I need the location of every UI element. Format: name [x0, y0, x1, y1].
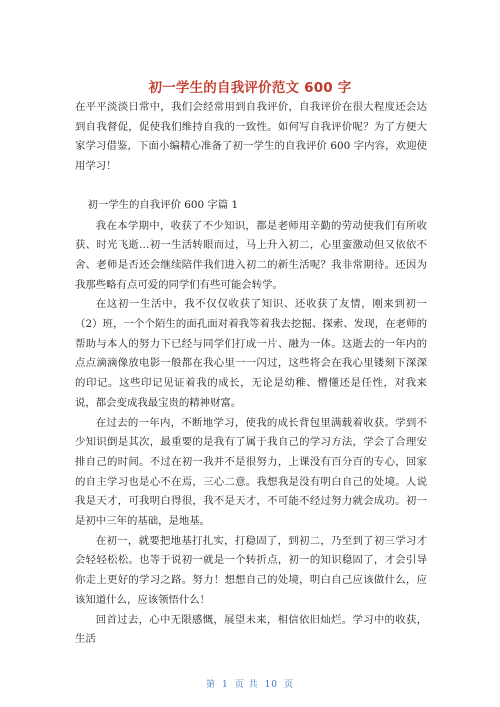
section-heading: 初一学生的自我评价 600 字篇 1 [87, 198, 239, 211]
footer-prefix: 第 [205, 680, 216, 690]
footer-middle: 页 共 [234, 680, 259, 690]
footer-current-page: 1 [221, 680, 229, 690]
document-body [75, 98, 427, 650]
footer-suffix: 页 [284, 680, 295, 690]
intro-paragraph: 在平平淡淡日常中，我们会经常用到自我评价，自我评价在很大程度还会达到自我督促，促使我们维持自我的一致性。如何写自我评价呢？为了方便大家学习借鉴，下面小编精心准备了初一学生的自我评价 600 字内容，欢迎使用学习！ [75, 101, 427, 173]
body-paragraph: 在过去的一年内，不断地学习，使我的成长背包里满载着收获。学到不少知识倒是其次，最重要的是我有了属于我自己的学习方法，学会了合理安排自己的时间。不过在初一我并不是很努力，上课没有百分百的专心，回家的自主学习也是心不在焉，三心二意。我想我是没有明白自己的处境。人说我是天才，可我明白得很，我不是天才，不可能不经过努力就会成功。初一是初中三年的基础，是地基。 [75, 416, 427, 528]
page-footer [0, 677, 500, 690]
body-paragraph: 在初一，就要把地基打扎实，打稳固了，到初二，乃至到了初三学习才会轻轻松松。也等于说初一就是一个转折点，初一的知识稳固了，才会引导你走上更好的学习之路。努力！想想自己的处境，明白自己应该做什么，应该知道什么，应该领悟什么！ [75, 534, 427, 606]
body-paragraph: 在这初一生活中，我不仅仅收获了知识、还收获了友情，刚来到初一（2）班，一个个陌生的面孔面对着我等着我去挖掘、探索、发现，在老师的帮助与本人的努力下已经与同学们打成一片、融为一体。这逝去的一年内的点点滴滴像放电影一般都在我心里一一闪过，这些将会在我心里镂刻下深深的印记。这些印记见证着我的成长，无论是幼稚、懵懂还是任性，对我来说，都会变成我最宝贵的精神财富。 [75, 298, 427, 409]
body-paragraph: 我在本学期中，收获了不少知识，都是老师用辛勤的劳动使我们有所收获、时光飞逝…初一生活转眼而过，马上升入初二，心里蛮激动但又依依不舍、老师是否还会继续陪伴我们进入初二的新生活呢？我非常期待。还因为我那些略有点可爱的同学们有些可能会转学。 [75, 219, 427, 291]
body-paragraph: 回首过去，心中无限感慨，展望未来，相信依旧灿烂。学习中的收获，生活 [75, 613, 427, 646]
footer-total-pages: 10 [264, 680, 279, 690]
document-title: 初一学生的自我评价范文 600 字 [148, 80, 352, 96]
